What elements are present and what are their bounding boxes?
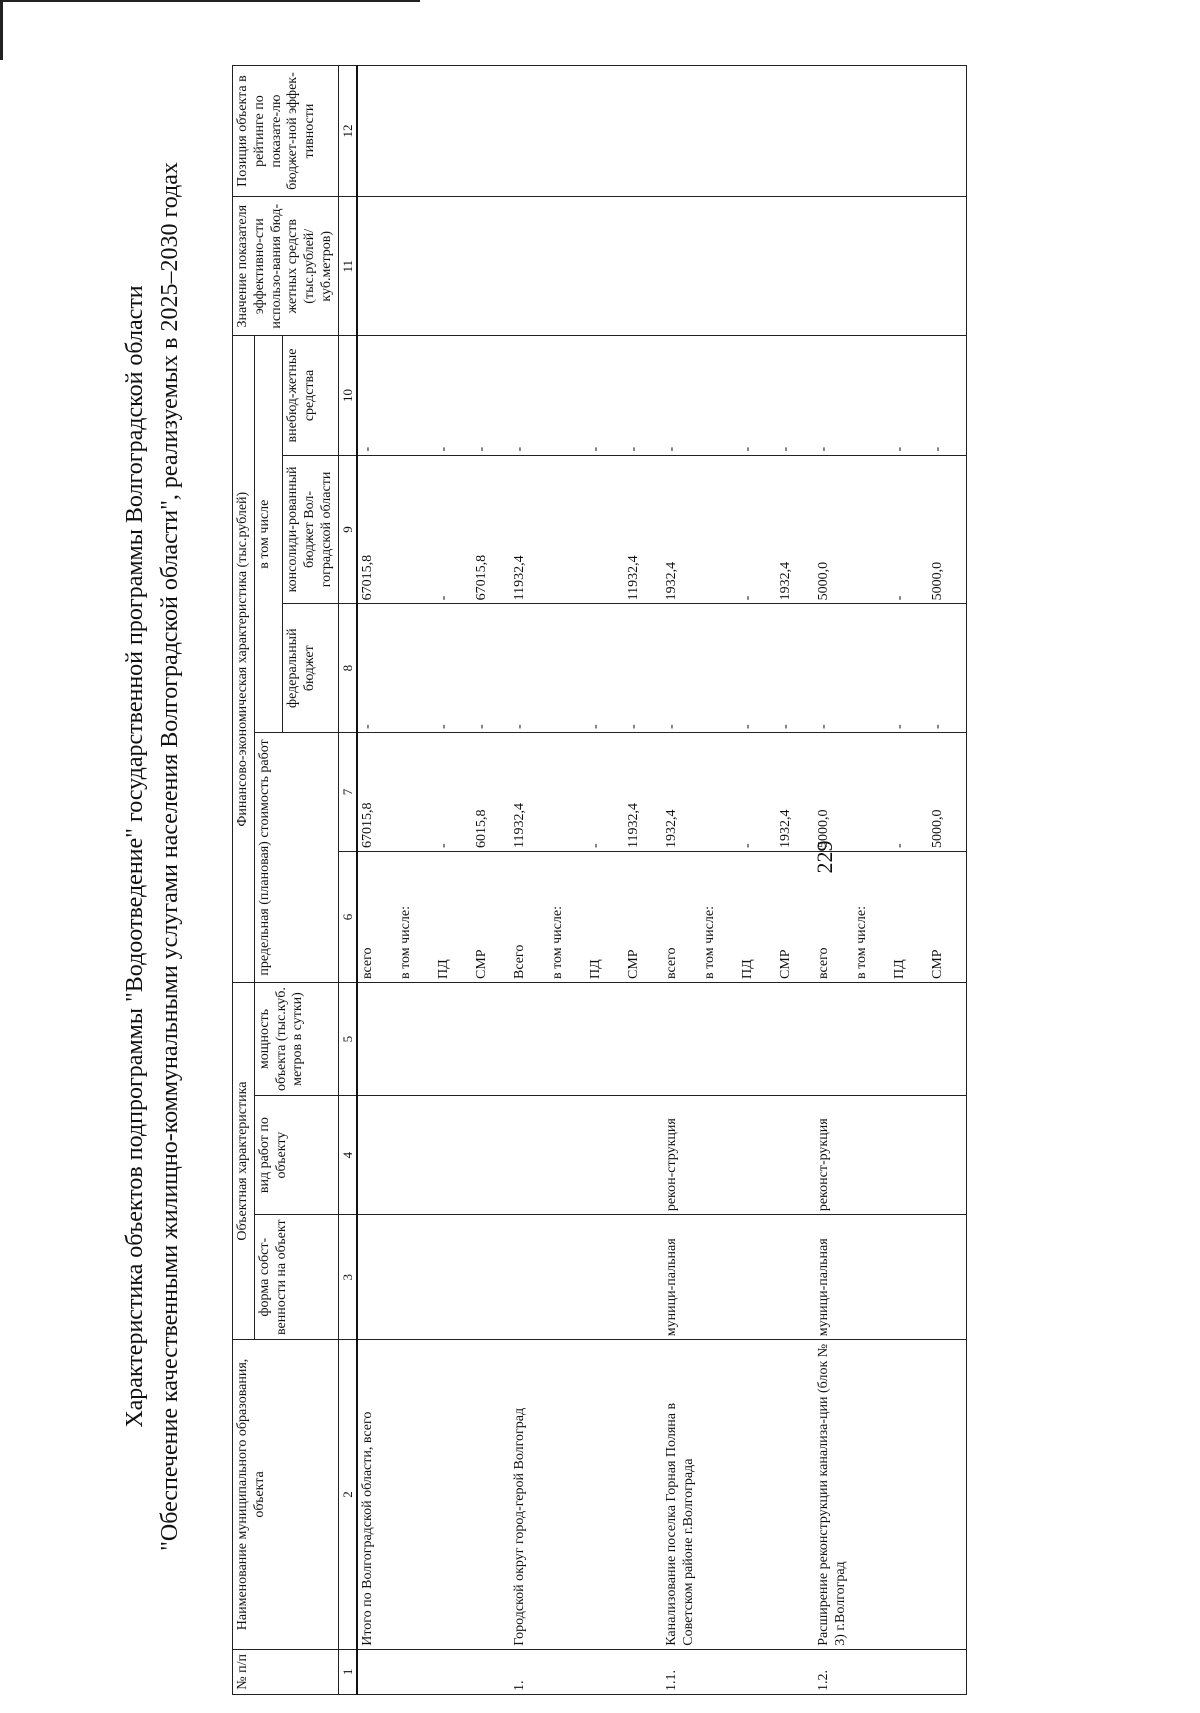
row-federal-budget: - bbox=[776, 604, 814, 733]
row-object-name bbox=[700, 1340, 738, 1650]
row-capacity bbox=[890, 983, 928, 1096]
row-object-name: Расширение реконструкции канализа-ции (блок № 3) г.Волгоград bbox=[814, 1340, 852, 1650]
row-efficiency bbox=[472, 197, 510, 336]
row-ownership bbox=[776, 1215, 814, 1340]
table-row bbox=[662, 66, 700, 1695]
column-number: 10 bbox=[338, 336, 357, 455]
row-planned-cost: 11932,4 bbox=[624, 732, 662, 851]
row-number bbox=[852, 1649, 890, 1694]
table-row bbox=[510, 66, 548, 1695]
row-object-name: Канализование поселка Горная Поляна в Советском районе г.Волгограда bbox=[662, 1340, 700, 1650]
page-number: 229 bbox=[812, 840, 837, 874]
row-capacity bbox=[928, 983, 967, 1096]
row-federal-budget: - bbox=[357, 604, 396, 733]
table-row bbox=[548, 66, 586, 1695]
row-rating bbox=[928, 66, 967, 197]
row-ownership bbox=[586, 1215, 624, 1340]
row-capacity bbox=[776, 983, 814, 1096]
row-extra-budget bbox=[548, 336, 586, 455]
row-work-type bbox=[396, 1096, 434, 1215]
row-object-name bbox=[738, 1340, 776, 1650]
row-federal-budget: - bbox=[662, 604, 700, 733]
row-federal-budget bbox=[548, 604, 586, 733]
row-stage-label: в том числе: bbox=[548, 852, 586, 983]
row-number bbox=[548, 1649, 586, 1694]
row-object-name bbox=[776, 1340, 814, 1650]
row-extra-budget: - bbox=[472, 336, 510, 455]
column-number: 5 bbox=[338, 983, 357, 1096]
row-capacity bbox=[396, 983, 434, 1096]
row-rating bbox=[814, 66, 852, 197]
row-efficiency bbox=[852, 197, 890, 336]
row-object-name bbox=[852, 1340, 890, 1650]
row-work-type bbox=[624, 1096, 662, 1215]
row-federal-budget: - bbox=[586, 604, 624, 733]
column-number: 4 bbox=[338, 1096, 357, 1215]
row-stage-label: всего bbox=[662, 852, 700, 983]
row-regional-budget: - bbox=[434, 455, 472, 604]
row-federal-budget: - bbox=[624, 604, 662, 733]
table-row bbox=[472, 66, 510, 1695]
row-rating bbox=[738, 66, 776, 197]
row-planned-cost: - bbox=[890, 732, 928, 851]
header-name: Наименование муниципального образования, объекта bbox=[233, 1340, 339, 1650]
row-federal-budget: - bbox=[510, 604, 548, 733]
row-object-name bbox=[928, 1340, 967, 1650]
header-regional-budget: консолиди-рованный бюджет Вол-гоградской области bbox=[283, 455, 338, 604]
header-planned-cost: предельная (плановая) стоимость работ bbox=[254, 732, 338, 982]
header-number: № п/п bbox=[233, 1649, 339, 1694]
header-efficiency: Значение показателя эффективно-сти использо-вания бюд-жетных средств (тыс.рублей/ куб.метров) bbox=[233, 197, 339, 336]
objects-table bbox=[232, 65, 967, 1695]
column-number: 3 bbox=[338, 1215, 357, 1340]
row-planned-cost: - bbox=[586, 732, 624, 851]
row-ownership bbox=[510, 1215, 548, 1340]
row-number bbox=[472, 1649, 510, 1694]
row-federal-budget: - bbox=[890, 604, 928, 733]
row-planned-cost bbox=[396, 732, 434, 851]
row-federal-budget bbox=[396, 604, 434, 733]
row-object-name bbox=[396, 1340, 434, 1650]
column-number: 11 bbox=[338, 197, 357, 336]
header-financial-characteristic: Финансово-экономическая характеристика (тыс.рублей) bbox=[233, 336, 255, 983]
row-work-type bbox=[776, 1096, 814, 1215]
row-work-type bbox=[548, 1096, 586, 1215]
row-rating bbox=[624, 66, 662, 197]
header-extra-budget: внебюд-жетные средства bbox=[283, 336, 338, 455]
row-federal-budget: - bbox=[814, 604, 852, 733]
row-ownership bbox=[548, 1215, 586, 1340]
row-capacity bbox=[700, 983, 738, 1096]
row-regional-budget bbox=[586, 455, 624, 604]
row-regional-budget: 11932,4 bbox=[510, 455, 548, 604]
row-object-name bbox=[624, 1340, 662, 1650]
row-capacity bbox=[586, 983, 624, 1096]
row-object-name bbox=[890, 1340, 928, 1650]
row-regional-budget bbox=[548, 455, 586, 604]
row-stage-label: ПД bbox=[434, 852, 472, 983]
header-capacity: мощность объекта (тыс.куб. метров в сутки) bbox=[254, 983, 338, 1096]
row-efficiency bbox=[548, 197, 586, 336]
row-extra-budget: - bbox=[586, 336, 624, 455]
table-row bbox=[776, 66, 814, 1695]
row-capacity bbox=[624, 983, 662, 1096]
column-numbers-row bbox=[338, 66, 357, 1695]
row-planned-cost: - bbox=[434, 732, 472, 851]
row-work-type bbox=[586, 1096, 624, 1215]
row-work-type bbox=[510, 1096, 548, 1215]
row-ownership bbox=[434, 1215, 472, 1340]
row-object-name: Городской округ город-герой Волгоград bbox=[510, 1340, 548, 1650]
header-ownership: форма собст-венности на объект bbox=[254, 1215, 338, 1340]
column-number: 7 bbox=[338, 732, 357, 851]
row-federal-budget: - bbox=[738, 604, 776, 733]
row-stage-label: в том числе: bbox=[396, 852, 434, 983]
table-row bbox=[396, 66, 434, 1695]
row-federal-budget: - bbox=[928, 604, 967, 733]
row-number bbox=[738, 1649, 776, 1694]
column-number: 1 bbox=[338, 1649, 357, 1694]
table-row bbox=[814, 66, 852, 1695]
row-stage-label: ПД bbox=[738, 852, 776, 983]
row-ownership: муници-пальная bbox=[662, 1215, 700, 1340]
row-ownership bbox=[357, 1215, 396, 1340]
row-rating bbox=[776, 66, 814, 197]
row-capacity bbox=[662, 983, 700, 1096]
row-ownership bbox=[738, 1215, 776, 1340]
row-stage-label: всего bbox=[357, 852, 396, 983]
row-object-name bbox=[472, 1340, 510, 1650]
row-rating bbox=[662, 66, 700, 197]
row-capacity bbox=[357, 983, 396, 1096]
row-work-type bbox=[928, 1096, 967, 1215]
row-rating bbox=[700, 66, 738, 197]
row-extra-budget bbox=[700, 336, 738, 455]
row-federal-budget: - bbox=[472, 604, 510, 733]
row-planned-cost bbox=[548, 732, 586, 851]
row-capacity bbox=[548, 983, 586, 1096]
row-stage-label: СМР bbox=[624, 852, 662, 983]
row-ownership bbox=[396, 1215, 434, 1340]
row-stage-label: Всего bbox=[510, 852, 548, 983]
row-planned-cost: 5000,0 bbox=[814, 732, 852, 851]
row-extra-budget: - bbox=[738, 336, 776, 455]
header-rating: Позиция объекта в рейтинге по показате-лю бюджет-ной эффек-тивности bbox=[233, 66, 339, 197]
row-efficiency bbox=[662, 197, 700, 336]
row-extra-budget: - bbox=[434, 336, 472, 455]
row-regional-budget: - bbox=[890, 455, 928, 604]
row-efficiency bbox=[928, 197, 967, 336]
row-regional-budget: - bbox=[738, 455, 776, 604]
row-federal-budget bbox=[700, 604, 738, 733]
row-stage-label: ПД bbox=[890, 852, 928, 983]
row-rating bbox=[434, 66, 472, 197]
row-regional-budget bbox=[852, 455, 890, 604]
row-ownership bbox=[928, 1215, 967, 1340]
row-regional-budget: 67015,8 bbox=[357, 455, 396, 604]
row-regional-budget: 11932,4 bbox=[624, 455, 662, 604]
row-work-type bbox=[852, 1096, 890, 1215]
row-planned-cost: 6015,8 bbox=[472, 732, 510, 851]
row-planned-cost bbox=[700, 732, 738, 851]
row-work-type bbox=[357, 1096, 396, 1215]
table-row bbox=[890, 66, 928, 1695]
row-efficiency bbox=[700, 197, 738, 336]
row-rating bbox=[472, 66, 510, 197]
table-row bbox=[586, 66, 624, 1695]
row-number bbox=[700, 1649, 738, 1694]
row-planned-cost: - bbox=[738, 732, 776, 851]
table-row bbox=[357, 66, 396, 1695]
row-rating bbox=[510, 66, 548, 197]
row-extra-budget: - bbox=[928, 336, 967, 455]
row-extra-budget: - bbox=[776, 336, 814, 455]
row-efficiency bbox=[434, 197, 472, 336]
column-number: 12 bbox=[338, 66, 357, 197]
row-extra-budget: - bbox=[814, 336, 852, 455]
row-stage-label: СМР bbox=[472, 852, 510, 983]
row-number bbox=[776, 1649, 814, 1694]
row-number bbox=[890, 1649, 928, 1694]
row-efficiency bbox=[624, 197, 662, 336]
column-number: 6 bbox=[338, 852, 357, 983]
row-capacity bbox=[434, 983, 472, 1096]
column-number: 8 bbox=[338, 604, 357, 733]
table-row bbox=[852, 66, 890, 1695]
row-rating bbox=[586, 66, 624, 197]
row-object-name bbox=[434, 1340, 472, 1650]
header-federal-budget: федеральный бюджет bbox=[283, 604, 338, 733]
header-work-type: вид работ по объекту bbox=[254, 1096, 338, 1215]
table-body bbox=[357, 66, 967, 1695]
table-row bbox=[700, 66, 738, 1695]
row-object-name: Итого по Волгоградской области, всего bbox=[357, 1340, 396, 1650]
row-stage-label: ПД bbox=[586, 852, 624, 983]
row-rating bbox=[357, 66, 396, 197]
row-efficiency bbox=[510, 197, 548, 336]
header-in-that-number: в том числе bbox=[254, 336, 283, 733]
row-capacity bbox=[738, 983, 776, 1096]
table-row bbox=[928, 66, 967, 1695]
row-extra-budget: - bbox=[510, 336, 548, 455]
row-work-type bbox=[890, 1096, 928, 1215]
row-planned-cost: 67015,8 bbox=[357, 732, 396, 851]
row-capacity bbox=[510, 983, 548, 1096]
row-object-name bbox=[586, 1340, 624, 1650]
row-regional-budget: 5000,0 bbox=[814, 455, 852, 604]
row-work-type: рекон-струкция bbox=[662, 1096, 700, 1215]
row-federal-budget bbox=[852, 604, 890, 733]
row-regional-budget: 5000,0 bbox=[928, 455, 967, 604]
row-efficiency bbox=[738, 197, 776, 336]
row-regional-budget bbox=[396, 455, 434, 604]
row-stage-label: всего bbox=[814, 852, 852, 983]
row-efficiency bbox=[890, 197, 928, 336]
row-rating bbox=[852, 66, 890, 197]
row-regional-budget bbox=[700, 455, 738, 604]
row-work-type: реконст-рукция bbox=[814, 1096, 852, 1215]
table-row bbox=[624, 66, 662, 1695]
row-ownership bbox=[700, 1215, 738, 1340]
row-stage-label: в том числе: bbox=[700, 852, 738, 983]
row-work-type bbox=[738, 1096, 776, 1215]
row-number: 1.1. bbox=[662, 1649, 700, 1694]
column-number: 9 bbox=[338, 455, 357, 604]
row-planned-cost: 11932,4 bbox=[510, 732, 548, 851]
row-extra-budget: - bbox=[662, 336, 700, 455]
row-regional-budget: 67015,8 bbox=[472, 455, 510, 604]
row-planned-cost: 1932,4 bbox=[662, 732, 700, 851]
row-efficiency bbox=[814, 197, 852, 336]
row-number bbox=[434, 1649, 472, 1694]
row-planned-cost: 5000,0 bbox=[928, 732, 967, 851]
row-capacity bbox=[472, 983, 510, 1096]
row-number bbox=[586, 1649, 624, 1694]
row-number bbox=[624, 1649, 662, 1694]
row-object-name bbox=[548, 1340, 586, 1650]
row-number bbox=[396, 1649, 434, 1694]
table-row bbox=[434, 66, 472, 1695]
table-row bbox=[738, 66, 776, 1695]
row-extra-budget bbox=[852, 336, 890, 455]
row-ownership: муници-пальная bbox=[814, 1215, 852, 1340]
row-rating bbox=[548, 66, 586, 197]
row-number bbox=[928, 1649, 967, 1694]
document-title: Характеристика объектов подпрограммы "Водоотведение" государственной программы Волгоградской области bbox=[122, 285, 148, 1428]
row-extra-budget: - bbox=[624, 336, 662, 455]
header-object-characteristic: Объектная характеристика bbox=[233, 983, 255, 1340]
document-subtitle: "Обеспечение качественными жилищно-коммунальными услугами населения Волгоградской области", реализуемых в 2025–2030 годах bbox=[157, 162, 183, 1551]
row-stage-label: СМР bbox=[776, 852, 814, 983]
row-number bbox=[357, 1649, 396, 1694]
row-number: 1.2. bbox=[814, 1649, 852, 1694]
row-extra-budget: - bbox=[357, 336, 396, 455]
row-rating bbox=[396, 66, 434, 197]
row-capacity bbox=[814, 983, 852, 1096]
row-efficiency bbox=[586, 197, 624, 336]
row-work-type bbox=[434, 1096, 472, 1215]
row-regional-budget: 1932,4 bbox=[776, 455, 814, 604]
row-planned-cost bbox=[852, 732, 890, 851]
row-number: 1. bbox=[510, 1649, 548, 1694]
row-ownership bbox=[852, 1215, 890, 1340]
row-ownership bbox=[890, 1215, 928, 1340]
column-number: 2 bbox=[338, 1340, 357, 1650]
row-ownership bbox=[472, 1215, 510, 1340]
row-extra-budget bbox=[396, 336, 434, 455]
row-capacity bbox=[852, 983, 890, 1096]
row-federal-budget: - bbox=[434, 604, 472, 733]
row-efficiency bbox=[776, 197, 814, 336]
row-efficiency bbox=[396, 197, 434, 336]
row-extra-budget: - bbox=[890, 336, 928, 455]
row-stage-label: в том числе: bbox=[852, 852, 890, 983]
row-efficiency bbox=[357, 197, 396, 336]
row-planned-cost: 1932,4 bbox=[776, 732, 814, 851]
row-work-type bbox=[472, 1096, 510, 1215]
row-rating bbox=[890, 66, 928, 197]
row-ownership bbox=[624, 1215, 662, 1340]
row-work-type bbox=[700, 1096, 738, 1215]
row-regional-budget: 1932,4 bbox=[662, 455, 700, 604]
row-stage-label: СМР bbox=[928, 852, 967, 983]
